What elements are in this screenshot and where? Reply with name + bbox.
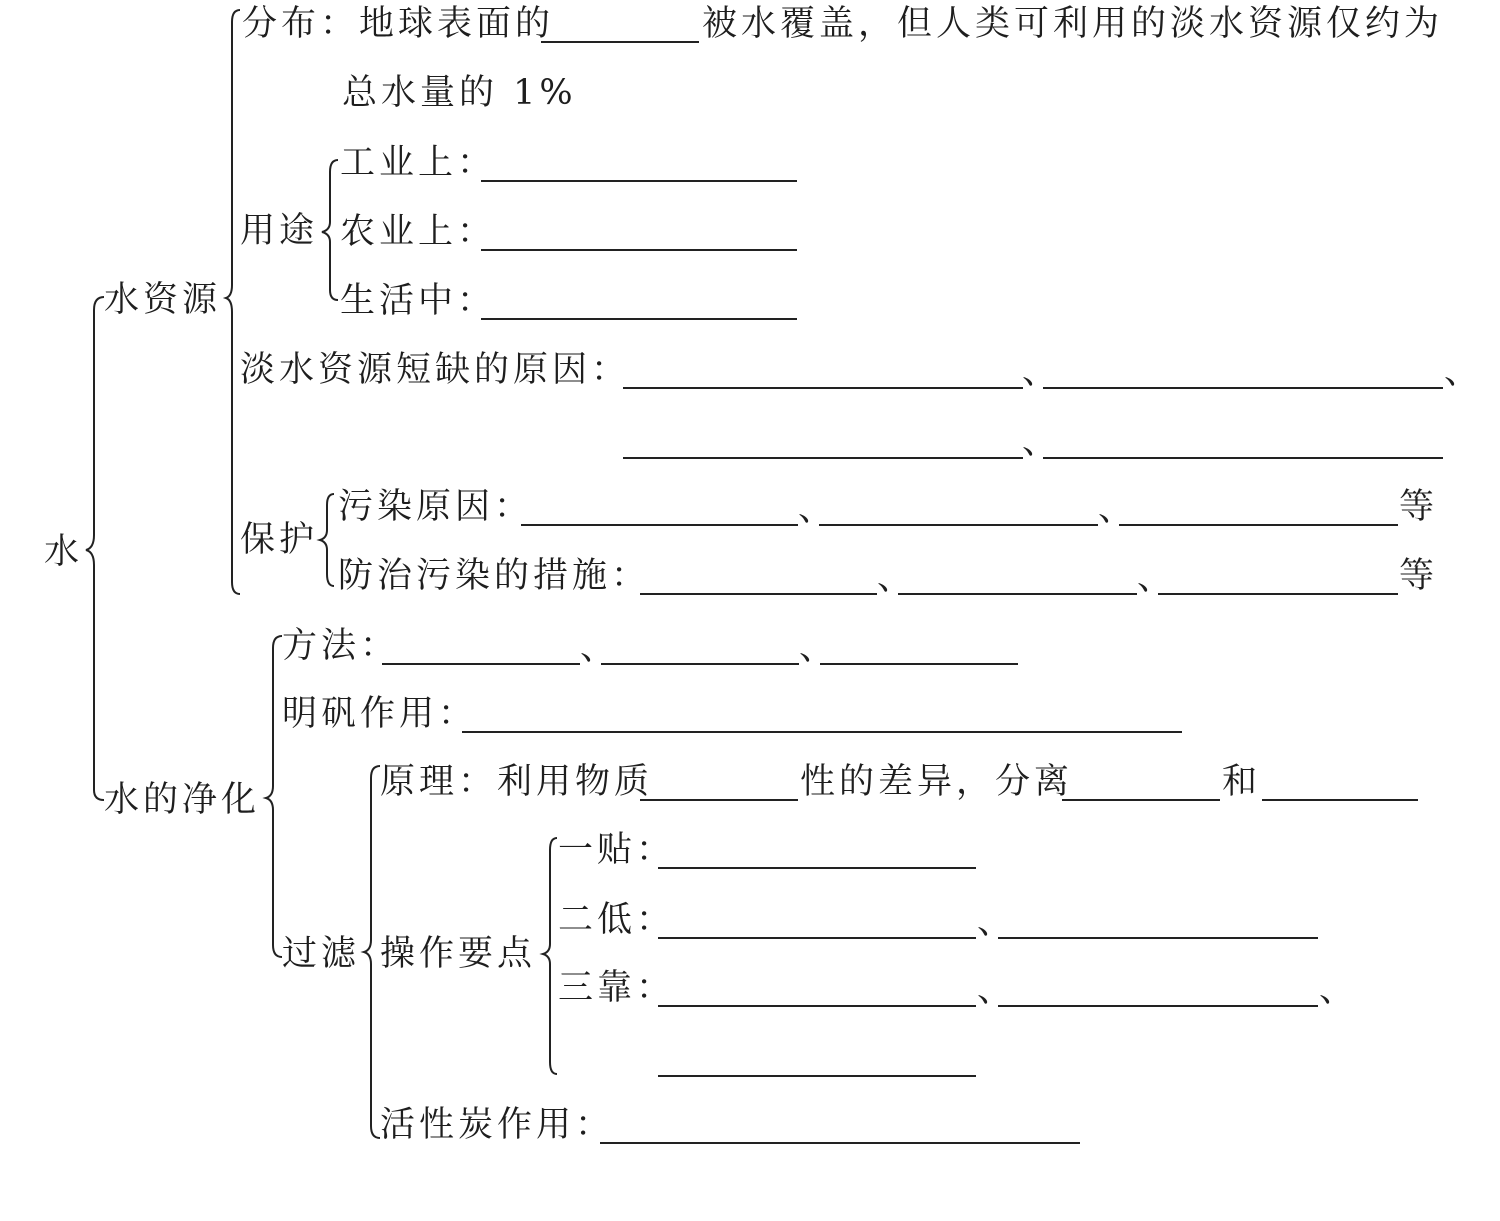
- sep: 、: [799, 628, 839, 668]
- op-two-label: 二低：: [558, 900, 676, 940]
- protection-title: 保护: [240, 520, 319, 560]
- op-three-label: 三靠：: [558, 968, 676, 1008]
- sep: 、: [1444, 352, 1484, 392]
- blank-shortage-2[interactable]: [1043, 387, 1443, 389]
- blank-shortage-1[interactable]: [623, 387, 1023, 389]
- prevention-label: 防治污染的措施：: [338, 556, 651, 596]
- blank-carbon[interactable]: [600, 1142, 1080, 1144]
- blank-method-1[interactable]: [382, 663, 580, 665]
- distribution-line2: 总水量的 1%: [342, 73, 577, 113]
- blank-op-two-1[interactable]: [658, 937, 976, 939]
- purification-title: 水的净化: [104, 780, 261, 820]
- blank-op-three-2[interactable]: [998, 1005, 1318, 1007]
- brace-filtration: [364, 766, 380, 1138]
- blank-method-3[interactable]: [820, 663, 1018, 665]
- alum-label: 明矾作用：: [282, 694, 478, 734]
- uses-title: 用途: [240, 211, 319, 251]
- sep: 、: [877, 558, 917, 598]
- sep: 、: [1022, 352, 1062, 392]
- blank-prevention-1[interactable]: [640, 593, 877, 595]
- sep: 、: [1319, 970, 1359, 1010]
- pollution-causes-label: 污染原因：: [338, 487, 534, 527]
- principle-label: 原理：利用物质: [380, 762, 654, 802]
- blank-pollution-3[interactable]: [1119, 524, 1398, 526]
- brace-protection: [320, 494, 334, 586]
- blank-pollution-2[interactable]: [819, 524, 1098, 526]
- blank-principle-1[interactable]: [640, 799, 798, 801]
- blank-prevention-3[interactable]: [1158, 593, 1398, 595]
- principle-mid: 性的差异，分离: [800, 762, 1074, 802]
- use-industry-label: 工业上：: [340, 143, 497, 183]
- blank-op-three-3[interactable]: [658, 1075, 976, 1077]
- brace-root: [86, 297, 104, 800]
- blank-use-industry[interactable]: [481, 180, 797, 182]
- blank-prevention-2[interactable]: [898, 593, 1137, 595]
- principle-and: 和: [1222, 762, 1262, 802]
- blank-method-2[interactable]: [601, 663, 799, 665]
- blank-shortage-3[interactable]: [623, 457, 1023, 459]
- root-label: 水: [44, 532, 84, 572]
- methods-label: 方法：: [282, 626, 400, 666]
- brace-operation: [543, 838, 557, 1074]
- sep: 、: [798, 489, 838, 529]
- sep: 、: [1098, 489, 1138, 529]
- blank-use-life[interactable]: [481, 318, 797, 320]
- brace-purification: [266, 636, 282, 957]
- distribution-text: 被水覆盖，但人类可利用的淡水资源仅约为: [702, 4, 1444, 44]
- filtration-title: 过滤: [282, 934, 361, 974]
- blank-principle-2[interactable]: [1062, 799, 1220, 801]
- operation-title: 操作要点: [380, 934, 537, 974]
- blank-principle-3[interactable]: [1262, 799, 1418, 801]
- carbon-label: 活性炭作用：: [380, 1105, 615, 1145]
- op-one-label: 一贴：: [558, 830, 676, 870]
- sep: 、: [1137, 558, 1177, 598]
- shortage-label: 淡水资源短缺的原因：: [240, 350, 631, 390]
- blank-op-three-1[interactable]: [658, 1005, 976, 1007]
- blank-use-agriculture[interactable]: [481, 249, 797, 251]
- blank-op-one[interactable]: [658, 867, 976, 869]
- sep: 、: [1022, 422, 1062, 462]
- use-agriculture-label: 农业上：: [340, 212, 497, 252]
- sep: 、: [580, 628, 620, 668]
- blank-shortage-4[interactable]: [1043, 457, 1443, 459]
- water-resources-title: 水资源: [104, 280, 222, 320]
- brace-uses: [322, 160, 338, 300]
- blank-pollution-1[interactable]: [521, 524, 798, 526]
- sep: 、: [977, 970, 1017, 1010]
- brace-water-resources: [226, 10, 240, 594]
- use-life-label: 生活中：: [340, 281, 497, 321]
- distribution-label: 分布：地球表面的: [242, 4, 555, 44]
- blank-op-two-2[interactable]: [998, 937, 1318, 939]
- sep: 、: [977, 902, 1017, 942]
- blank-distribution[interactable]: [541, 41, 699, 43]
- etc-label: 等: [1399, 556, 1439, 596]
- blank-alum[interactable]: [462, 731, 1182, 733]
- etc-label: 等: [1399, 487, 1439, 527]
